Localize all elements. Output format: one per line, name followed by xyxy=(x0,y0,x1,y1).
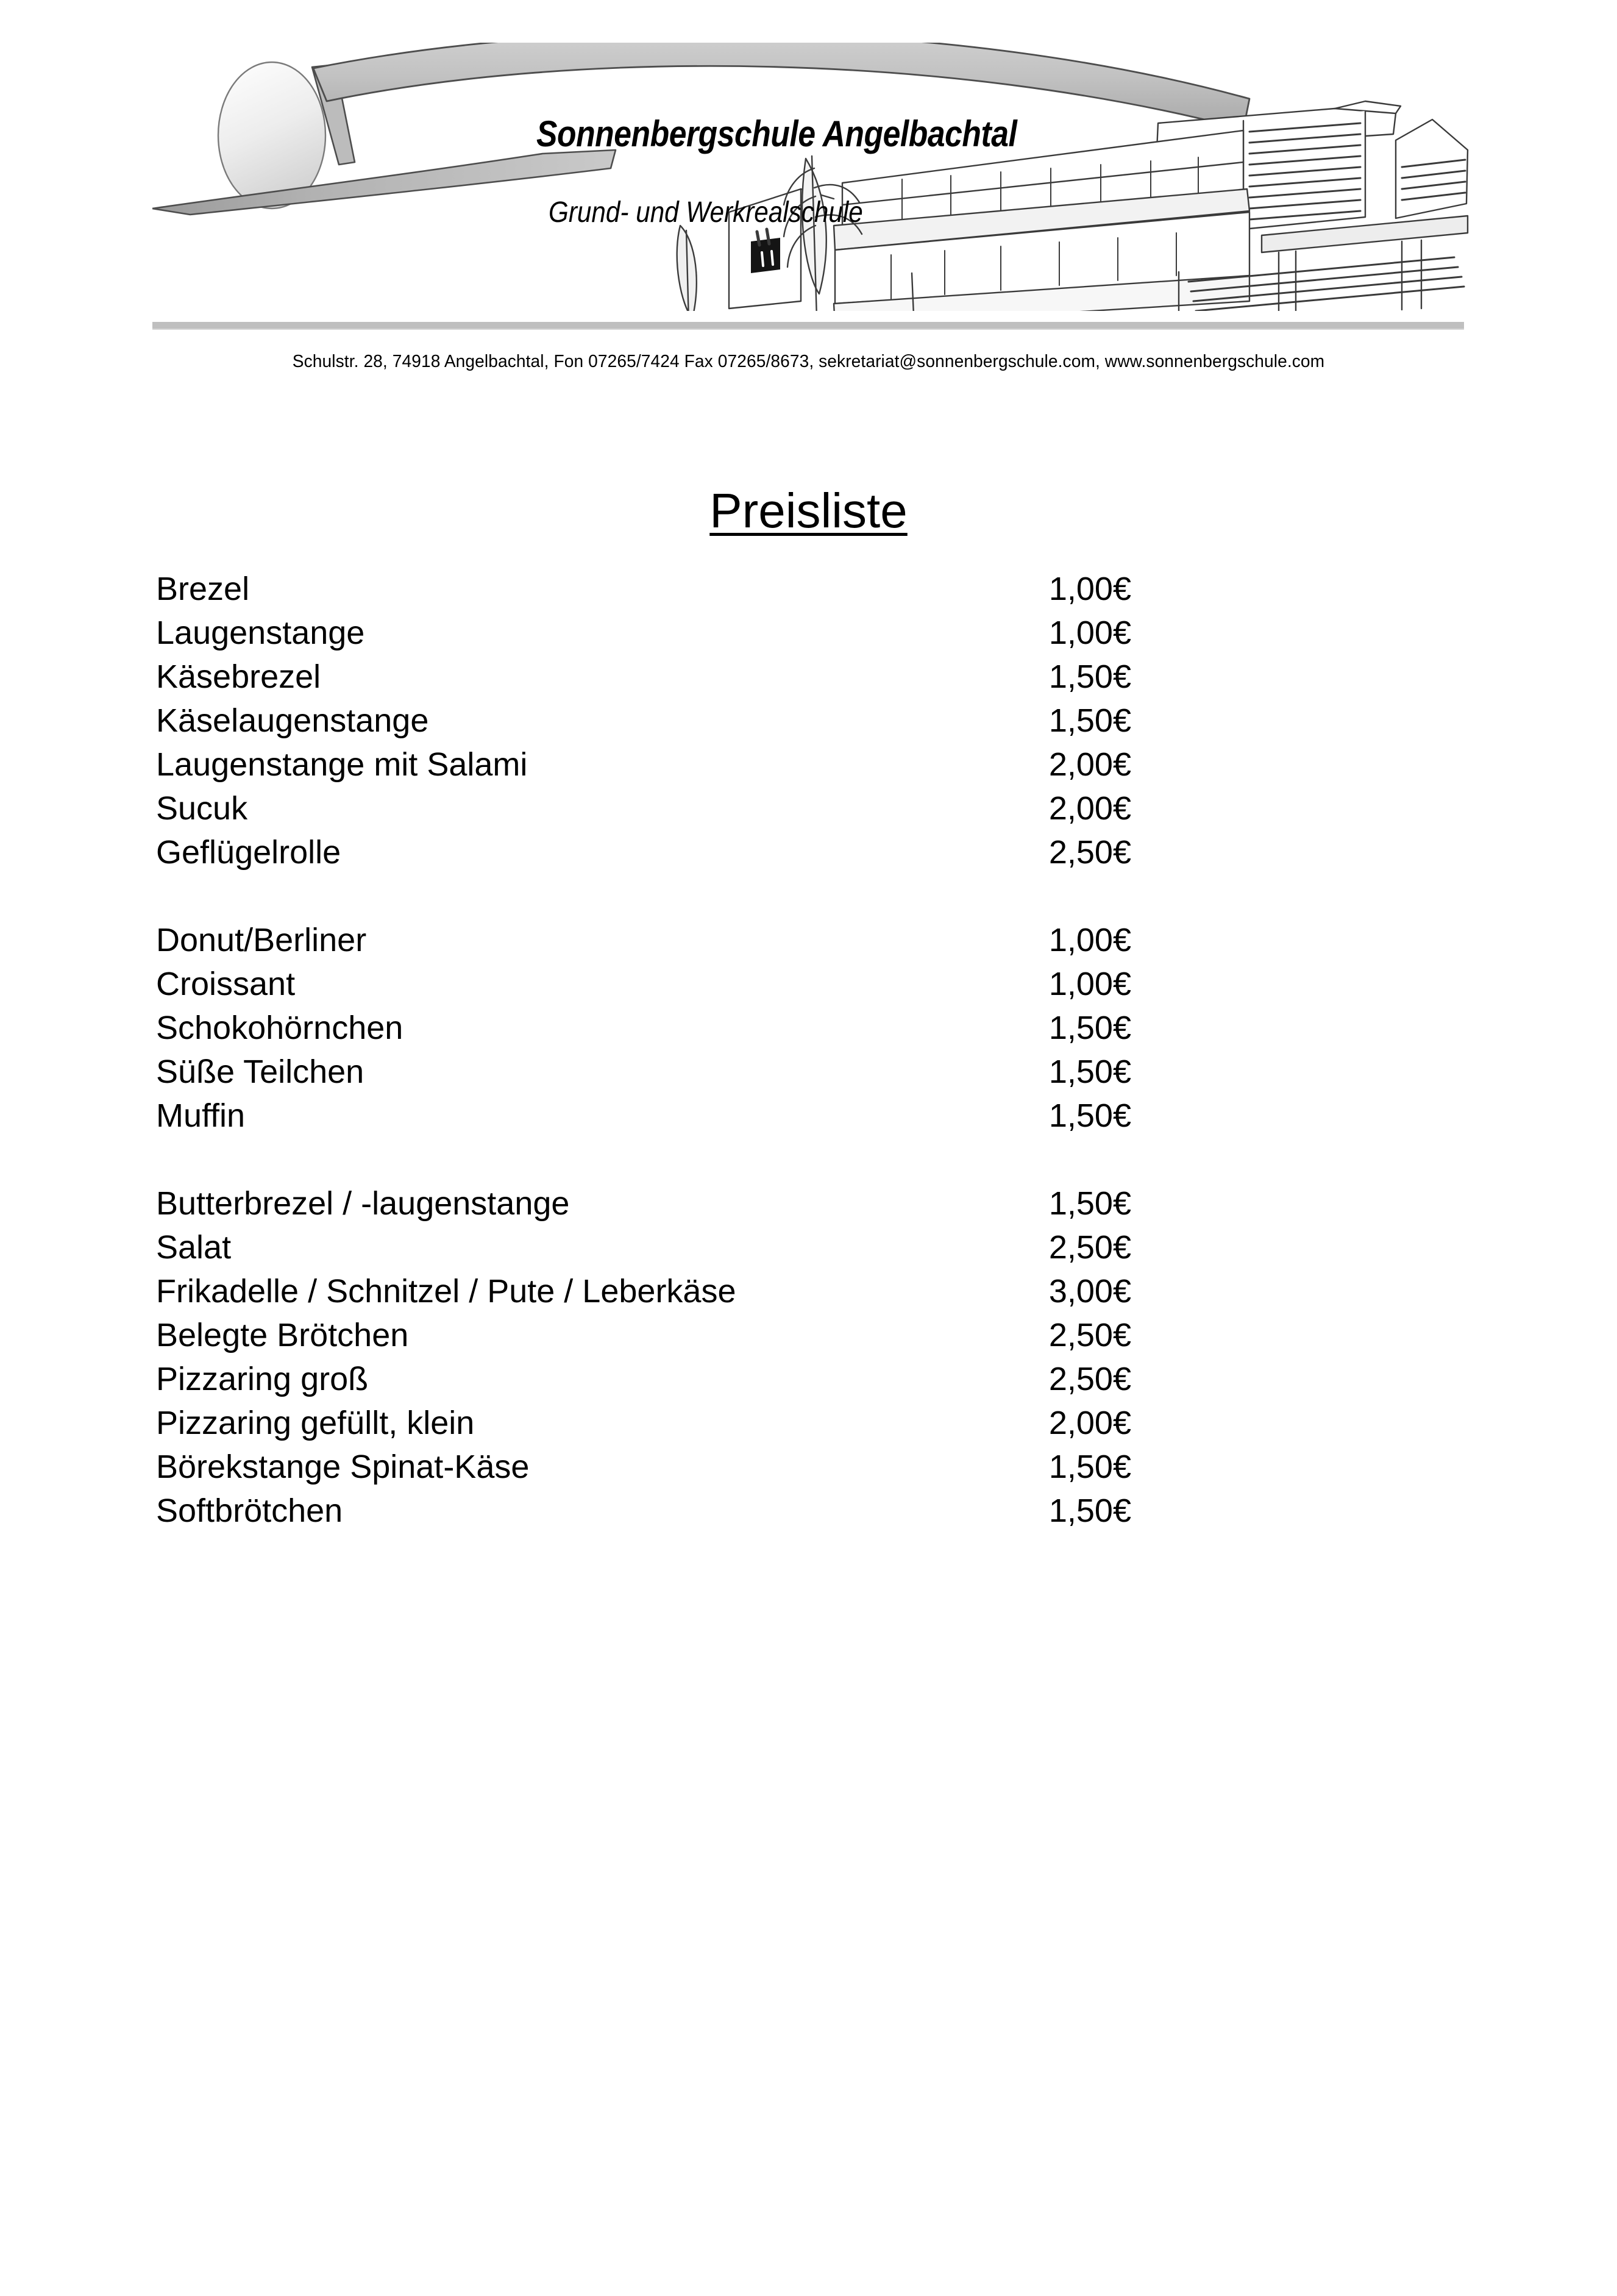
price-item-value: 1,50€ xyxy=(1048,658,1131,695)
price-item-name: Käselaugenstange xyxy=(156,702,429,739)
price-row xyxy=(156,1094,1131,1138)
price-row xyxy=(156,1401,1131,1445)
price-item-name: Donut/Berliner xyxy=(156,922,367,958)
price-item-value: 2,00€ xyxy=(1048,1405,1131,1441)
school-address-line: Schulstr. 28, 74918 Angelbachtal, Fon 07265/7424 Fax 07265/8673, sekretariat@sonnenbergschule.com, www.sonnenbergschule.com xyxy=(292,352,1325,371)
price-item-value: 2,50€ xyxy=(1048,1317,1131,1353)
price-row xyxy=(156,1050,1131,1094)
price-item-name: Geflügelrolle xyxy=(156,834,341,871)
letterhead xyxy=(0,0,1617,371)
price-item-value: 1,50€ xyxy=(1048,1010,1131,1046)
price-item-value: 1,50€ xyxy=(1048,1185,1131,1222)
price-item-name: Brezel xyxy=(156,571,250,607)
price-item-name: Frikadelle / Schnitzel / Pute / Leberkäse xyxy=(156,1273,736,1310)
price-row xyxy=(156,1445,1131,1489)
price-row xyxy=(156,786,1131,830)
price-row xyxy=(156,1006,1131,1050)
price-item-value: 1,00€ xyxy=(1048,571,1131,607)
price-group xyxy=(156,1182,1131,1533)
letterhead-divider xyxy=(152,322,1464,330)
price-item-value: 1,50€ xyxy=(1048,1054,1131,1090)
price-item-value: 2,50€ xyxy=(1048,834,1131,871)
price-list xyxy=(156,567,1131,1533)
school-name-heading: Sonnenbergschule Angelbachtal xyxy=(536,113,1017,154)
page-title xyxy=(0,485,1617,537)
price-group xyxy=(156,918,1131,1138)
price-row xyxy=(156,655,1131,699)
price-item-name: Schokohörnchen xyxy=(156,1010,403,1046)
price-row xyxy=(156,1182,1131,1225)
price-item-value: 2,00€ xyxy=(1048,746,1131,783)
price-item-name: Laugenstange mit Salami xyxy=(156,746,528,783)
price-item-name: Süße Teilchen xyxy=(156,1054,364,1090)
price-row xyxy=(156,1313,1131,1357)
price-item-name: Muffin xyxy=(156,1097,246,1134)
price-item-name: Laugenstange xyxy=(156,615,365,651)
price-row xyxy=(156,567,1131,611)
price-item-name: Börekstange Spinat-Käse xyxy=(156,1449,530,1485)
price-item-value: 1,50€ xyxy=(1048,1097,1131,1134)
price-group xyxy=(156,567,1131,874)
price-item-value: 1,00€ xyxy=(1048,922,1131,958)
price-item-value: 2,50€ xyxy=(1048,1361,1131,1397)
price-row xyxy=(156,699,1131,743)
price-item-value: 1,00€ xyxy=(1048,615,1131,651)
price-item-name: Salat xyxy=(156,1229,232,1266)
price-row xyxy=(156,611,1131,655)
price-item-name: Pizzaring groß xyxy=(156,1361,369,1397)
price-row xyxy=(156,1489,1131,1533)
price-row xyxy=(156,918,1131,962)
price-row xyxy=(156,1357,1131,1401)
price-item-name: Butterbrezel / -laugenstange xyxy=(156,1185,570,1222)
price-row xyxy=(156,743,1131,786)
price-item-name: Pizzaring gefüllt, klein xyxy=(156,1405,475,1441)
price-item-value: 1,50€ xyxy=(1048,1449,1131,1485)
price-item-name: Käsebrezel xyxy=(156,658,321,695)
price-row xyxy=(156,830,1131,874)
price-item-value: 1,50€ xyxy=(1048,1492,1131,1529)
school-logo-icon xyxy=(152,43,1469,311)
page-title-text: Preisliste xyxy=(709,483,908,538)
price-item-name: Croissant xyxy=(156,966,296,1002)
price-item-name: Softbrötchen xyxy=(156,1492,343,1529)
price-row xyxy=(156,962,1131,1006)
price-item-name: Sucuk xyxy=(156,790,248,827)
price-item-value: 3,00€ xyxy=(1048,1273,1131,1310)
price-item-value: 2,00€ xyxy=(1048,790,1131,827)
price-row xyxy=(156,1225,1131,1269)
price-item-value: 2,50€ xyxy=(1048,1229,1131,1266)
price-item-value: 1,00€ xyxy=(1048,966,1131,1002)
price-item-value: 1,50€ xyxy=(1048,702,1131,739)
price-row xyxy=(156,1269,1131,1313)
price-item-name: Belegte Brötchen xyxy=(156,1317,409,1353)
school-subtitle: Grund- und Werkrealschule xyxy=(549,196,863,229)
